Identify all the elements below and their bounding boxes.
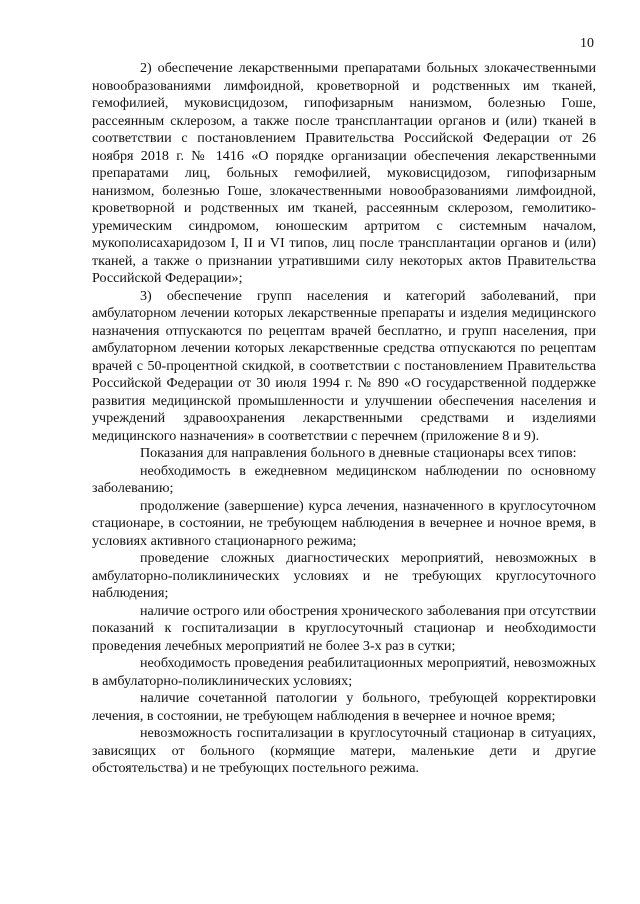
paragraph-day-hospital-indications: Показания для направления больного в дневные стационары всех типов: [140, 445, 577, 461]
paragraph-indication-combined-pathology: наличие сочетанной патологии у больного, требующей корректировки лечения, в состоянии, не требующем наблюдения в вечернее и ночное время; [92, 690, 596, 724]
paragraph-indication-rehabilitation: необходимость проведения реабилитационных мероприятий, невозможных в амбулаторно-поликлинических условиях; [92, 655, 596, 689]
paragraph-item-3-outpatient-drugs: 3) обеспечение групп населения и категорий заболеваний, при амбулаторном лечении которых лекарственные препараты и изделия медицинского назначения отпускаются по рецептам врачей бесплатно, и групп населения, при амбулаторном лечении которых лекарственные средства отпускаются по рецептам врачей с 50-процентной скидкой, в соответствии с постановлением Правительства Российской Федерации от 30 июля 1994 г. № 890 «О государственной поддержке развития медицинской промышленности и улучшении обеспечения населения и учреждений здравоохранения лекарственными средствами и изделиями медицинского назначения» в соответствии с перечнем (приложение 8 и 9). [92, 287, 596, 444]
paragraph-indication-diagnostics: проведение сложных диагностических мероприятий, невозможных в амбулаторно-поликлинических условиях и не требующих круглосуточного наблюдения; [92, 550, 596, 601]
document-body [92, 60, 596, 778]
paragraph-indication-daily-observation: необходимость в ежедневном медицинском наблюдении по основному заболеванию; [92, 462, 596, 496]
paragraph-indication-continue-treatment: продолжение (завершение) курса лечения, назначенного в круглосуточном стационаре, в состоянии, не требующем наблюдения в вечернее и ночное время, в условиях активного стационарного режима; [92, 497, 596, 549]
paragraph-item-2-drug-supply: 2) обеспечение лекарственными препаратами больных злокачественными новообразованиями лимфоидной, кроветворной и родственных им тканей, гемофилией, муковисцидозом, гипофизарным нанизмом, болезнью Гоше, рассеянным склерозом, а также после трансплантации органов и (или) тканей в соответствии с постановлением Правительства Российской Федерации от 26 ноября 2018 г. № 1416 «О порядке организации обеспечения лекарственными препаратами лиц, больных гемофилией, муковисцидозом, гипофизарным нанизмом, болезнью Гоше, злокачественными новообразованиями лимфоидной, кроветворной и родственных им тканей, рассеянным склерозом, гемолитико-уремическим синдромом, юношеским артритом с системным началом, мукополисахаридозом I, II и VI типов, лиц после трансплантации органов и (или) тканей, а также о признании утратившими силу некоторых актов Правительства Российской Федерации»; [92, 60, 596, 286]
paragraph-indication-acute-disease: наличие острого или обострения хронического заболевания при отсутствии показаний к госпитализации в круглосуточный стационар и необходимости проведения лечебных мероприятий не более 3-х раз в сутки; [92, 602, 596, 654]
page-number: 10 [580, 36, 594, 51]
paragraph-indication-hospitalization-impossible: невозможность госпитализации в круглосуточный стационар в ситуациях, зависящих от больного (кормящие матери, маленькие дети и другие обстоятельства) и не требующих постельного режима. [92, 725, 596, 776]
